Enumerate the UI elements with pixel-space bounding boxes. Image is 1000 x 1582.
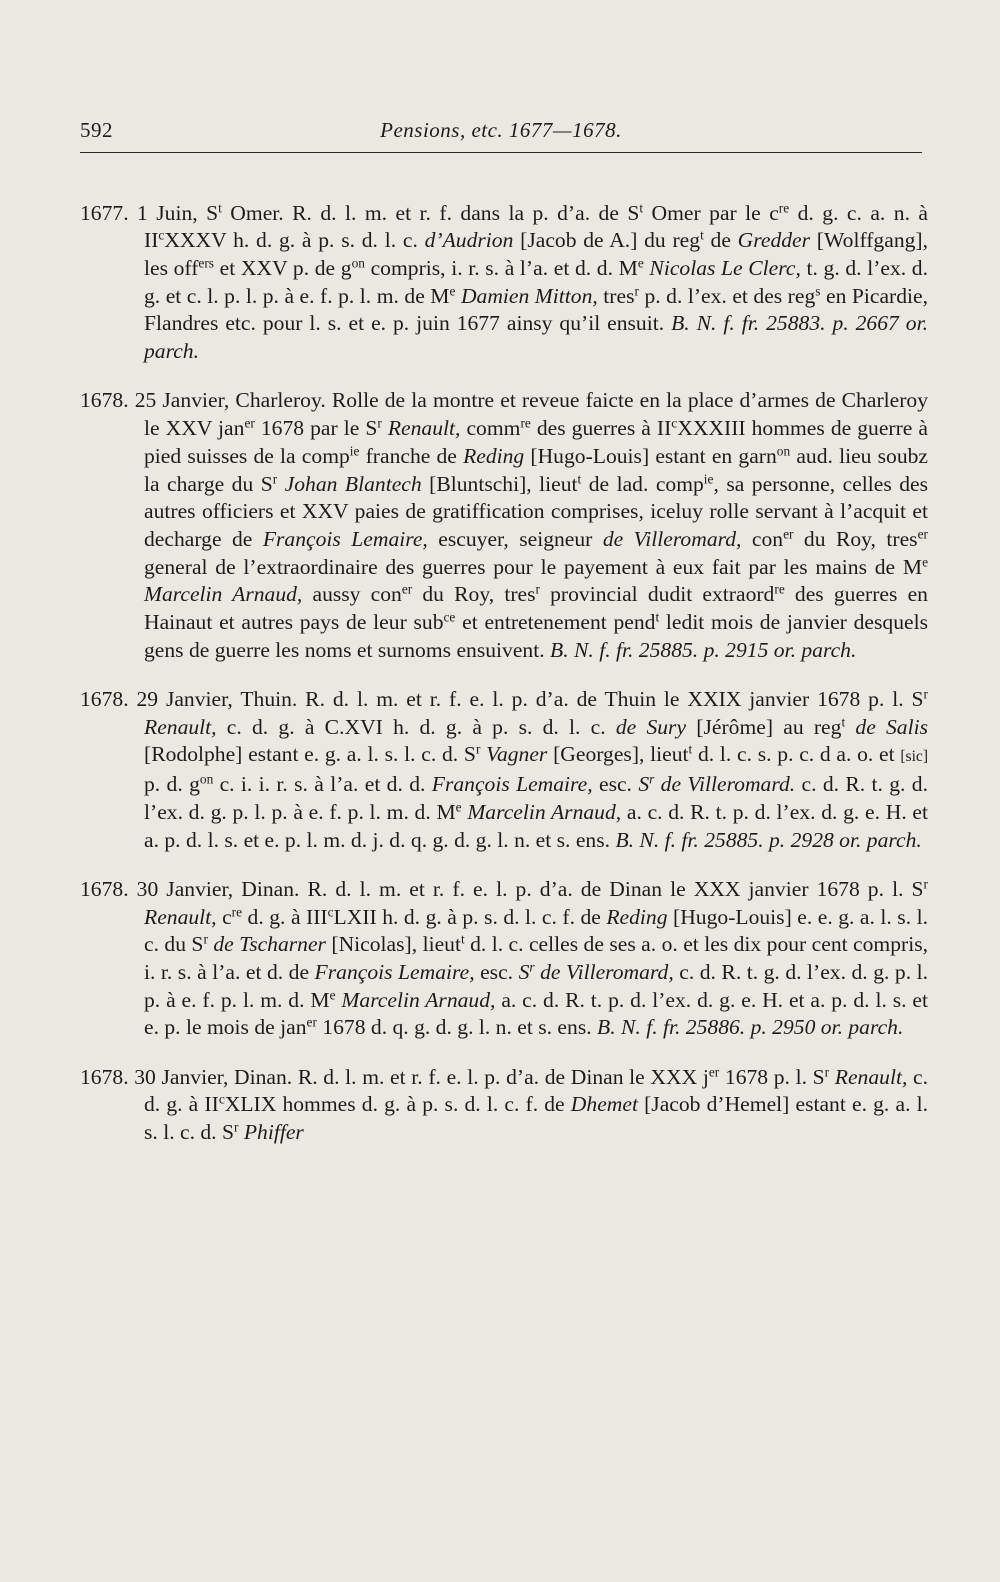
superscript: re: [774, 581, 785, 597]
text-run: et XXV p. de g: [214, 256, 352, 280]
text-run: provincial dudit extraord: [539, 582, 775, 607]
superscript: t: [688, 742, 693, 758]
superscript: t: [218, 200, 222, 216]
superscript: er: [708, 1064, 720, 1080]
superscript: t: [655, 609, 660, 625]
italic-text: Renault,: [144, 714, 217, 739]
italic-text: Marcelin Arnaud,: [144, 582, 303, 607]
superscript: c: [218, 1092, 225, 1107]
superscript: on: [351, 255, 365, 271]
text-run: [Hugo-Louis] estant en garn: [524, 443, 777, 468]
italic-text: Renault,: [834, 1064, 908, 1089]
text-run: [Bluntschi], lieut: [421, 471, 578, 496]
text-run: [Georges], lieut: [547, 742, 689, 767]
text-run: [277, 472, 284, 496]
italic-text: François Lemaire,: [262, 526, 428, 551]
italic-text: Marcelin Arnaud,: [467, 799, 622, 824]
italic-text: Nicolas Le Clerc,: [649, 256, 801, 280]
text-run: [Wolffgang], les off: [144, 228, 928, 280]
italic-text: B. N. f. fr. 25886. p. 2950 or. parch.: [597, 1015, 904, 1040]
superscript: r: [634, 283, 639, 299]
superscript: er: [401, 581, 413, 597]
text-run: c. d. g. à II: [144, 1064, 928, 1117]
text-run: [Jérôme] au reg: [686, 714, 842, 739]
superscript: r: [475, 742, 481, 758]
text-run: comm: [460, 416, 521, 441]
superscript: er: [306, 1015, 317, 1030]
italic-text: Vagner: [486, 742, 548, 767]
text-run: [845, 715, 855, 739]
text-run: a. c. d. R. t. p. d. l’ex. d. g. e. H. et a. p. d. l. s. et e. p. le mois de jan: [144, 987, 928, 1040]
text-run: et entretenement pend: [455, 610, 656, 635]
text-run: escuyer, seigneur: [427, 526, 603, 551]
text-run: c: [216, 904, 232, 929]
text-run: t. g. d. l’ex. d. g. et c. l. p. l. p. à e. f. p. l. m. de M: [144, 256, 929, 308]
page-number: 592: [80, 118, 113, 142]
superscript: re: [231, 904, 243, 920]
italic-text: Marcelin Arnaud,: [341, 987, 496, 1012]
entry-1678-dinan-reding: [80, 876, 928, 1042]
text-run: [sic]: [900, 748, 928, 766]
italic-text: B. N. f. fr. 25883. p. 2667 or. parch.: [144, 311, 928, 364]
text-run: [Hugo-Louis] e. e. g. a. l. s. l. c. du S: [144, 904, 928, 957]
italic-text: Gredder: [737, 228, 811, 253]
superscript: e: [329, 987, 336, 1003]
entry-1678-dinan-dhemet: [80, 1064, 928, 1147]
italic-text: de Sury: [615, 714, 687, 739]
italic-text: François Lemaire,: [431, 772, 593, 797]
text-run: XLIX hommes d. g. à p. s. d. l. c. f. de: [224, 1092, 571, 1117]
text-run: [Jacob d’Hemel] estant e. g. a. l. s. l. c. d. S: [144, 1092, 929, 1145]
text-run: des guerres en Hainaut et autres pays de leur sub: [144, 582, 928, 635]
superscript: e: [922, 554, 928, 570]
text-run: du Roy, tres: [412, 582, 536, 607]
text-run: esc.: [474, 959, 519, 984]
superscript: er: [917, 526, 928, 542]
text-run: du Roy, tres: [793, 526, 918, 551]
italic-text: Reding: [606, 904, 668, 929]
italic-text: de Villeromard,: [534, 959, 674, 984]
italic-text: de Villeromard,: [602, 526, 742, 551]
italic-text: d’Audrion: [424, 228, 514, 253]
text-run: [Nicolas], lieut: [325, 932, 461, 957]
italic-text: S: [638, 772, 650, 797]
entry-1678-charleroy: [80, 387, 928, 664]
text-run: [Rodolphe] estant e. g. a. l. s. l. c. d. S: [144, 742, 476, 767]
text-run: 1677. 1 Juin, S: [80, 200, 219, 225]
italic-text: de Villeromard.: [654, 772, 796, 797]
superscript: r: [649, 771, 655, 787]
superscript: r: [923, 876, 928, 892]
superscript: s: [815, 283, 821, 299]
superscript: r: [233, 1119, 239, 1135]
superscript: t: [841, 714, 846, 730]
document-body: [80, 178, 928, 1159]
superscript: r: [923, 686, 928, 702]
text-run: c. d. R. t. g. d. l’ex. d. g. p. l. p. à e. f. p. l. m. d. M: [144, 959, 929, 1012]
text-run: des guerres à II: [530, 416, 672, 441]
text-run: [Jacob de A.] du reg: [513, 228, 701, 253]
superscript: r: [377, 415, 382, 431]
text-run: d. g. à III: [242, 904, 328, 929]
text-run: 1678. 29 Janvier, Thuin. R. d. l. m. et r. f. e. l. p. d’a. de Thuin le XXIX janvier 1678 p. l. S: [80, 687, 924, 712]
superscript: t: [700, 227, 704, 243]
text-run: 1678. 30 Janvier, Dinan. R. d. l. m. et r. f. e. l. p. d’a. de Dinan le XXX janvier 1678 p. l. S: [80, 876, 924, 901]
text-run: de lad. comp: [581, 471, 704, 496]
italic-text: S: [518, 959, 530, 984]
text-run: a. c. d. R. t. p. d. l’ex. d. g. e. H. et a. p. d. l. s. et e. p. l. m. d. j. d. q. g. d. g. l. n. et s. ens.: [144, 799, 929, 852]
superscript: r: [535, 581, 540, 597]
superscript: ce: [443, 609, 456, 625]
text-run: 1678. 30 Janvier, Dinan. R. d. l. m. et r. f. e. l. p. d’a. de Dinan le XXX j: [80, 1064, 709, 1089]
italic-text: Renault,: [387, 416, 461, 441]
superscript: r: [203, 931, 208, 947]
text-run: de: [703, 228, 738, 253]
text-run: tres: [597, 283, 635, 308]
italic-text: Renault,: [144, 904, 217, 929]
italic-text: Reding: [463, 443, 525, 468]
superscript: e: [637, 255, 644, 271]
text-run: con: [741, 526, 784, 551]
superscript: er: [244, 415, 255, 431]
italic-text: Phiffer: [243, 1120, 304, 1145]
text-run: XXXIII hommes de guerre à pied suisses de la comp: [144, 416, 929, 468]
superscript: re: [520, 415, 531, 431]
entry-1677-saint-omer: [80, 200, 928, 366]
text-run: esc.: [592, 772, 639, 797]
text-run: 1678 d. q. g. d. g. l. n. et s. ens.: [316, 1015, 598, 1040]
text-run: compris, i. r. s. à l’a. et d. d. M: [364, 256, 638, 280]
superscript: c: [671, 415, 678, 431]
text-run: general de l’extraordinaire des guerres pour le payement à eux fait par les mains de M: [144, 554, 923, 579]
superscript: t: [577, 471, 582, 487]
superscript: r: [529, 959, 535, 975]
text-run: , sa personne, celles des autres officiers et XXV paies de gratiffication comprises, iceluy rolle servant à l’acquit et decharge de: [144, 471, 928, 551]
italic-text: Damien Mitton,: [460, 283, 598, 308]
text-run: c. d. g. à C.XVI h. d. g. à p. s. d. l. c.: [216, 714, 616, 739]
superscript: on: [199, 771, 214, 787]
italic-text: B. N. f. fr. 25885. p. 2928 or. parch.: [615, 827, 922, 852]
text-run: c. i. i. r. s. à l’a. et d. d.: [213, 772, 432, 797]
text-run: 1678. 25 Janvier, Charleroy. Rolle de la montre et reveue faicte en la place d’armes de Charleroy le XXV jan: [80, 388, 928, 441]
text-run: Omer. R. d. l. m. et r. f. dans la p. d’a. de S: [221, 200, 640, 225]
italic-text: de Tscharner: [213, 932, 326, 957]
entry-1678-thuin: [80, 686, 928, 854]
text-run: d. l. c. s. p. c. d a. o. et: [692, 742, 901, 767]
superscript: t: [460, 931, 465, 947]
text-run: LXII h. d. g. à p. s. d. l. c. f. de: [333, 904, 607, 929]
text-run: aussy con: [302, 582, 402, 607]
superscript: r: [272, 471, 278, 487]
italic-text: de Salis: [855, 714, 928, 739]
text-run: XXXV h. d. g. à p. s. d. l. c.: [164, 228, 425, 253]
text-run: aud. lieu soubz la charge du S: [144, 443, 928, 496]
superscript: r: [824, 1064, 830, 1080]
superscript: on: [776, 443, 791, 459]
superscript: c: [327, 904, 334, 920]
text-run: Omer par le c: [643, 200, 779, 225]
text-run: 1678 par le S: [254, 416, 378, 441]
superscript: e: [455, 799, 462, 815]
superscript: c: [158, 227, 165, 243]
text-run: ledit mois de janvier desquels gens de guerre les noms et surnoms ensuivent.: [144, 610, 928, 662]
italic-text: Dhemet: [570, 1092, 638, 1117]
italic-text: François Lemaire,: [314, 959, 475, 984]
text-run: c. d. R. t. g. d. l’ex. d. g. p. l. p. à e. f. p. l. m. d. M: [144, 772, 928, 824]
page-header: [80, 118, 922, 153]
superscript: t: [639, 200, 644, 216]
superscript: ers: [198, 255, 215, 271]
superscript: ie: [349, 443, 360, 459]
italic-text: Johan Blantech: [284, 471, 422, 496]
text-run: p. d. g: [144, 772, 200, 797]
superscript: ie: [703, 471, 714, 487]
superscript: er: [783, 526, 794, 542]
running-title: Pensions, etc. 1677—1678.: [380, 118, 622, 142]
text-run: p. d. l’ex. et des reg: [638, 283, 816, 308]
superscript: e: [449, 283, 456, 299]
italic-text: B. N. f. fr. 25885. p. 2915 or. parch.: [550, 637, 857, 662]
text-run: franche de: [359, 443, 464, 468]
text-run: 1678 p. l. S: [719, 1064, 825, 1089]
superscript: re: [778, 200, 790, 216]
text-run: d. g. c. a. n. à II: [144, 200, 929, 253]
text-run: d. l. c. celles de ses a. o. et les dix pour cent compris, i. r. s. à l’a. et d. de: [144, 932, 929, 984]
text-run: en Picardie, Flandres etc. pour l. s. et e. p. juin 1677 ainsy qu’il ensuit.: [144, 283, 929, 336]
